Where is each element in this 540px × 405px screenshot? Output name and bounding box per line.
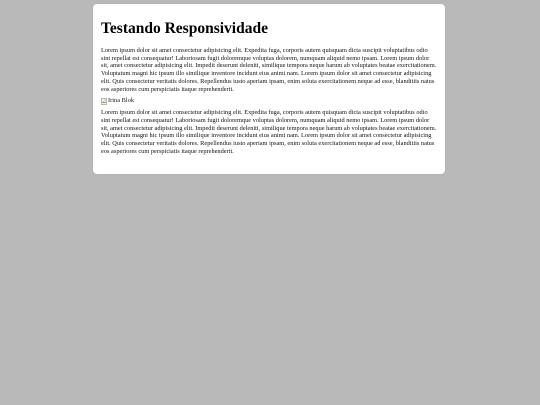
paragraph-first: Lorem ipsum dolor sit amet consectetur adipisicing elit. Expedita fuga, corporis autem quisquam dicta suscipit voluptatibus odio sint repellat est consequatur! Laboriosam fugit doloremque voluptas dolorem, numquam aliquid nemo ipsam. Lorem ipsum dolor sit, amet consectetur adipisicing elit. Impedit deserunt deleniti, similique tempora neque harum ab voluptates beatae exercitationem. Voluptatum magni hic ipsum illo similique inventore incidunt eius animi nam. Lorem ipsum dolor sit amet consectetur adipisicing elit. Quis consectetur veritatis dolores. Repellendus iusto aperiam ipsam, enim soluta exercitationem neque ad esse, blanditiis natus eos asperiores cum perspiciatis itaque reprehenderit. bbox=[101, 47, 437, 93]
profile-image bbox=[101, 97, 437, 105]
paragraph-second: Lorem ipsum dolor sit amet consectetur adipisicing elit. Expedita fuga, corporis autem quisquam dicta suscipit voluptatibus odio sint repellat est consequatur! Laboriosam fugit doloremque voluptas dolorem, numquam aliquid nemo ipsam. Lorem ipsum dolor sit, amet consectetur adipisicing elit. Impedit deserunt deleniti, similique tempora neque harum ab voluptates beatae exercitationem. Voluptatum magni hic ipsum illo similique inventore incidunt eius animi nam. Lorem ipsum dolor sit amet consectetur adipisicing elit. Quis consectetur veritatis dolores. Repellendus iusto aperiam ipsam, enim soluta exercitationem neque ad esse, blanditiis natus eos asperiores cum perspiciatis itaque reprehenderit. bbox=[101, 109, 437, 155]
page-title: Testando Responsividade bbox=[101, 20, 268, 37]
broken-image-icon bbox=[101, 98, 107, 105]
image-alt-text: Irina Blok bbox=[108, 97, 135, 105]
content-card bbox=[93, 4, 445, 174]
